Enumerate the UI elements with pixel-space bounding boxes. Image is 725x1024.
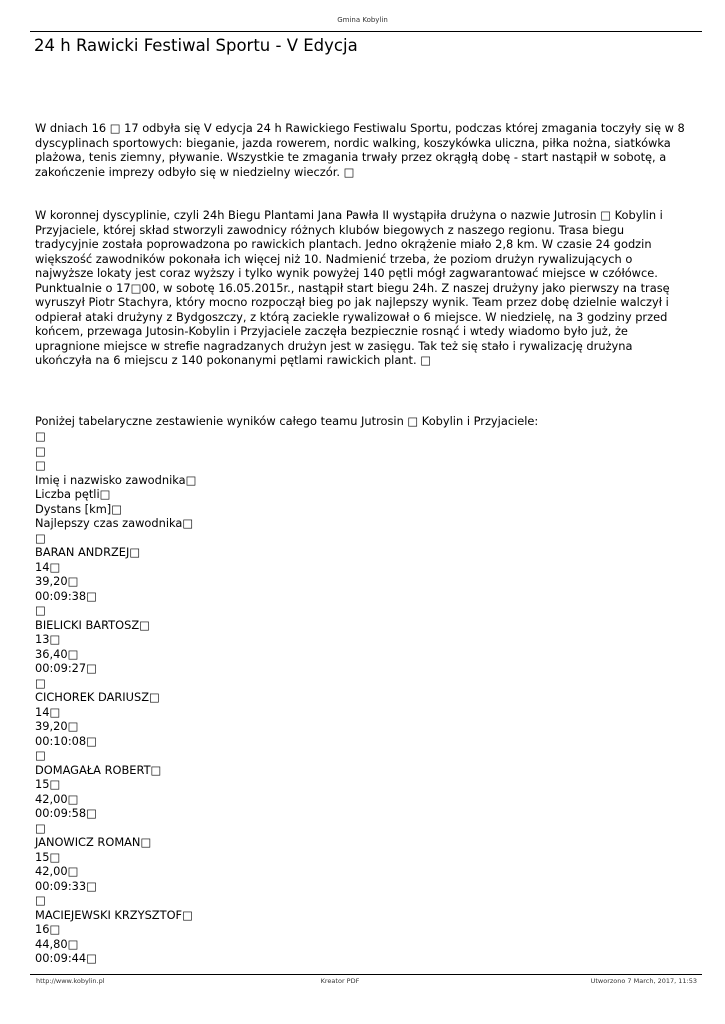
results-line: CICHOREK DARIUSZ□ (35, 690, 160, 704)
results-line: □ (35, 603, 46, 617)
page-header-site-name: Gmina Kobylin (337, 16, 388, 24)
results-line: 13□ (35, 632, 61, 646)
results-line: 14□ (35, 704, 61, 719)
results-line: MACIEJEWSKI KRZYSZTOF□ (35, 907, 193, 922)
race-report-paragraph: W koronnej dyscyplinie, czyli 24h Biegu Plantami Jana Pawła II wystąpiła drużyna o nazwie Jutrosin □ Kobylin i Przyjaciele, której skład stworzyli zawodnicy różnych klubów biegowych z naszego regionu. Trasa biegu tradycyjnie została poprowadzona po rawickich plantach. Jedno okrążenie miało 2,8 km. W czasie 24 godzin większość zawodników pokonała ich więcej niż 10. Nadmienić trzeba, że poziom drużyn rywalizujących o najwyższe lokaty jest coraz wyższy i tylko wynik powyżej 140 pętli mógł zagwarantować miejsce w czółówce. Punktualnie o 17□00, w sobotę 16.05.2015r., nastąpił start biegu 24h. Z naszej drużyny jako pierwszy na trasę wyruszył Piotr Stachyra, który mocno rozpoczął bieg po jak najlepszy wynik. Team przez dobę dzielnie walczył i odpierał ataki drużyny z Bydgoszczy, z którą zacieklе rywalizował o 6 miejsce. W niedzielę, na 3 godziny przed końcem, przewaga Jutosin-Kobylin i Przyjaciele zaczęła bezpiecznie rosnąć i wtedy wiadomo było już, że upragnione miejsce w strefie nagradzanych drużyn jest w zasięgu. Tak też się stało i rywalizację drużyna ukończyła na 6 miejscu z 140 pokonanymi pętlami rawickich plant. □ (35, 208, 670, 367)
results-line: 36,40□ (35, 646, 79, 661)
results-line: □ (35, 748, 46, 762)
results-line: Dystans [km]□ (35, 501, 123, 516)
results-line: 14□ (35, 559, 61, 574)
results-line: 00:10:08□ (35, 733, 97, 748)
results-line: □ (35, 820, 46, 835)
footer-generator: Kreator PDF (320, 977, 360, 985)
results-line: 16□ (35, 922, 61, 936)
footer-url: http://www.kobylin.pl (36, 977, 105, 985)
results-table-lines (35, 429, 196, 966)
results-line: 39,20□ (35, 574, 79, 588)
results-line: □ (35, 893, 46, 907)
results-line: Najlepszy czas zawodnika□ (35, 516, 194, 530)
header-divider (30, 31, 702, 32)
results-line: □ (35, 443, 46, 458)
results-line: Imię i nazwisko zawodnika□ (35, 472, 197, 487)
results-line: □ (35, 530, 46, 545)
results-line: 00:09:38□ (35, 588, 97, 603)
results-line: Liczba pętli□ (35, 487, 111, 501)
results-line: 00:09:44□ (35, 951, 97, 965)
results-line: 15□ (35, 849, 61, 864)
results-line: 42,00□ (35, 791, 79, 806)
results-line: □ (35, 675, 46, 690)
results-line: BARAN ANDRZEJ□ (35, 545, 141, 559)
results-line: JANOWICZ ROMAN□ (35, 835, 152, 849)
footer-created-date: Utworzono 7 March, 2017, 11:53 (590, 977, 697, 985)
results-intro-paragraph: Poniżej tabelaryczne zestawienie wyników całego teamu Jutrosin □ Kobylin i Przyjaciele: (35, 414, 539, 428)
results-line: 39,20□ (35, 719, 79, 733)
results-line: □ (35, 429, 46, 443)
results-line: 00:09:33□ (35, 878, 97, 893)
results-line: 00:09:58□ (35, 806, 97, 820)
results-line: 15□ (35, 777, 61, 791)
page-title: 24 h Rawicki Festiwal Sportu - V Edycja (34, 36, 358, 55)
results-line: 44,80□ (35, 936, 79, 951)
intro-paragraph: W dniach 16 □ 17 odbyła się V edycja 24 h Rawickiego Festiwalu Sportu, podczas której zmagania toczyły się w 8 dyscyplinach sportowych: bieganie, jazda rowerem, nordic walking, koszykówka uliczna, piłka nożna, siatkówka plażowa, tenis ziemny, pływanie. Wszystkie te zmagania trwały przez okrągłą dobę - start nastąpił w sobotę, a zakończenie imprezy odbyło się w niedzielny wieczór. □ (35, 121, 685, 179)
results-line: BIELICKI BARTOSZ□ (35, 617, 150, 632)
results-line: 42,00□ (35, 864, 79, 878)
results-line: DOMAGAŁA ROBERT□ (35, 762, 162, 777)
footer-divider (30, 974, 702, 975)
results-line: □ (35, 458, 46, 472)
results-line: 00:09:27□ (35, 661, 97, 675)
